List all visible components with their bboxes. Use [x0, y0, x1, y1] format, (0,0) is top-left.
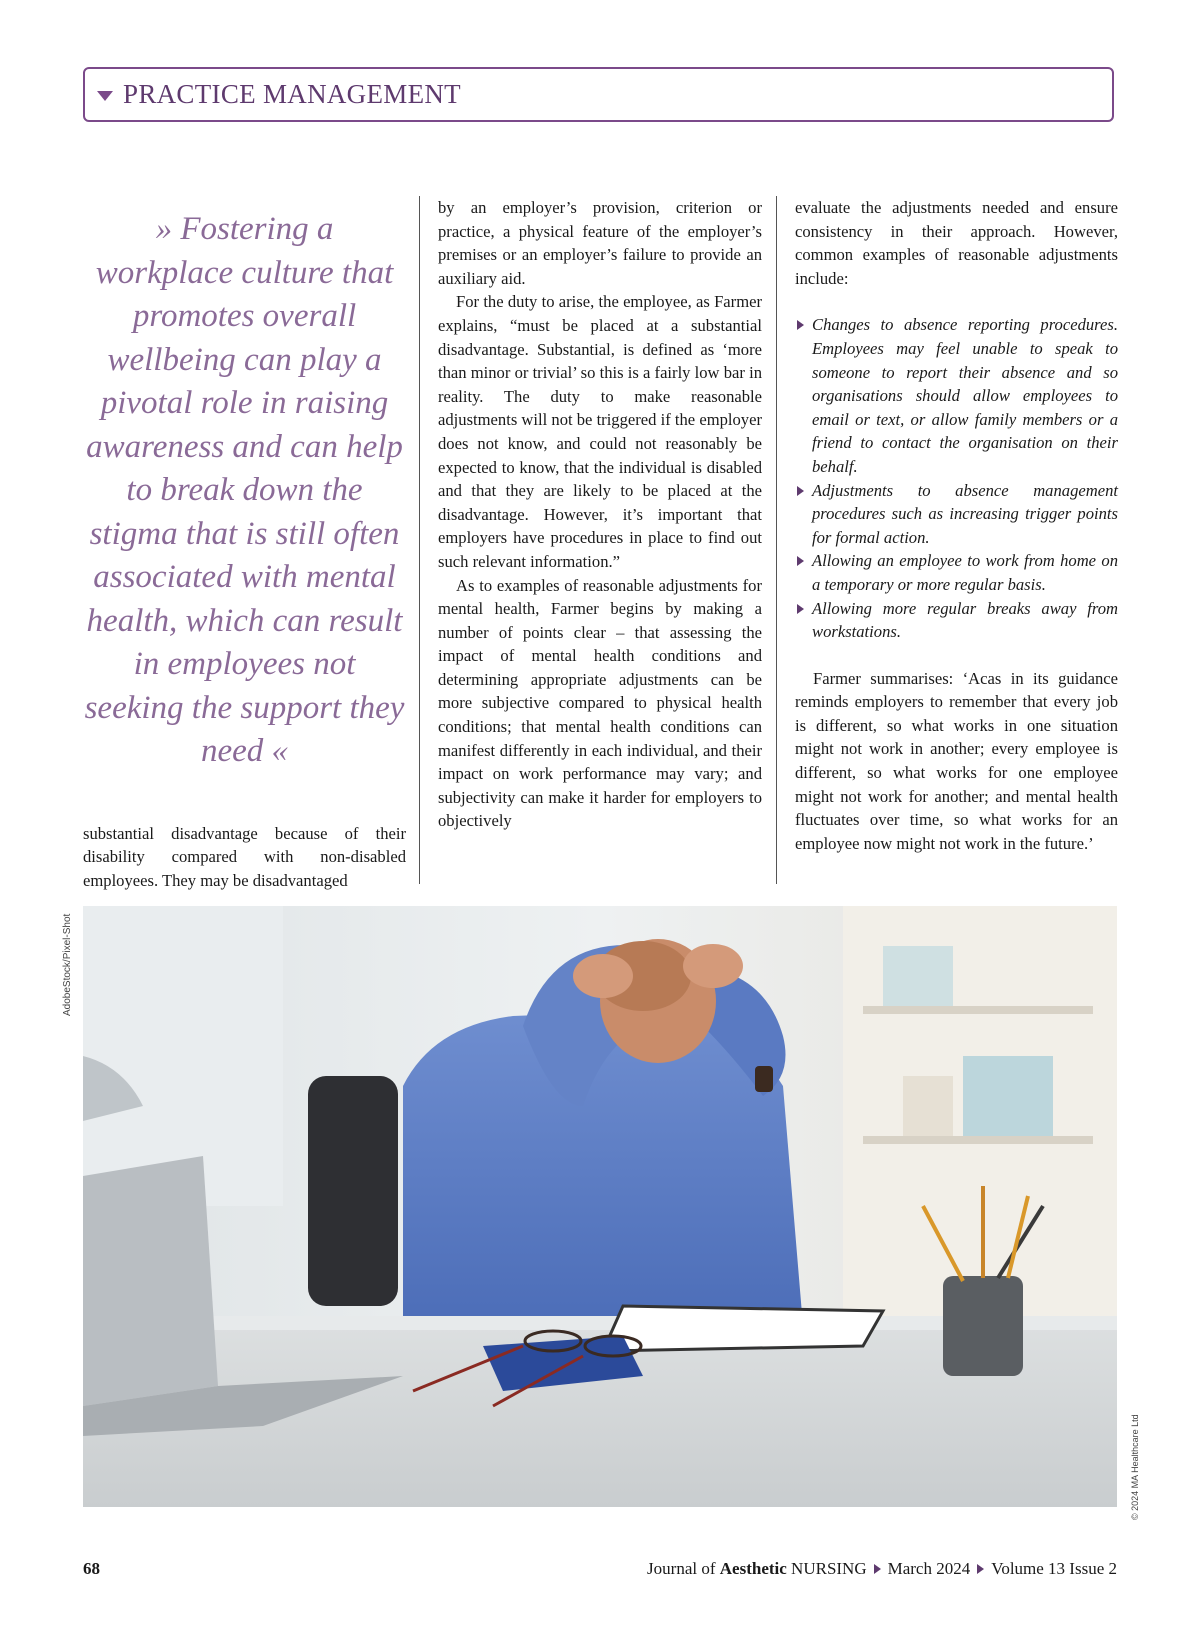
column-2: [438, 196, 762, 833]
article-photo: [83, 906, 1117, 1507]
arrow-right-icon: [797, 320, 804, 330]
page-number: 68: [83, 1559, 100, 1578]
journal-name-bold: Aesthetic: [719, 1559, 787, 1578]
arrow-right-icon: [874, 1564, 881, 1574]
volume-issue: Volume 13 Issue 2: [991, 1559, 1117, 1578]
paragraph: Farmer summarises: ‘Acas in its guidance reminds employers to remember that every job is different, so what works in one situation might not work in another; every employee is different, so what works for one employee might not work for another; and mental health fluctuates over time, so what works for an employee now might not work in the future.’: [795, 668, 1118, 853]
bullet-item: Changes to absence reporting procedures. Employees may feel unable to speak to someone to report their absence and so organisations should allow employees to email or text, or allow family members or a friend to contact the organisation on their behalf.: [795, 313, 1118, 478]
issue-date: March 2024: [887, 1559, 971, 1578]
triangle-down-icon: [97, 91, 113, 101]
bullet-list: [795, 313, 1118, 643]
paragraph: As to examples of reasonable adjustments for mental health, Farmer begins by making a number of points clear – that assessing the impact of mental health conditions and determining appropriate adjustments can be more subjective compared to physical health conditions; that mental health conditions can manifest differently in each individual, and their impact on work performance may vary; and subjectivity can make it harder for employers to objectively: [438, 575, 762, 831]
column-3: [795, 196, 1118, 855]
journal-name-prefix: Journal of: [647, 1559, 720, 1578]
bullet-item: Adjustments to absence management procedures such as increasing trigger points for formal action.: [795, 479, 1118, 550]
bullet-item: Allowing an employee to work from home on a temporary or more regular basis.: [795, 549, 1118, 596]
journal-info: [647, 1559, 1117, 1579]
arrow-right-icon: [797, 604, 804, 614]
pull-quote: » Fostering a workplace culture that promotes overall wellbeing can play a pivotal role in raising awareness and can help to break down the stigma that is still often associated with mental health, which can result in employees not seeking the support they need «: [84, 211, 405, 769]
arrow-right-icon: [797, 556, 804, 566]
arrow-right-icon: [797, 486, 804, 496]
paragraph: by an employer’s provision, criterion or practice, a physical feature of the employer’s premises or an employer’s failure to provide an auxiliary aid.: [438, 198, 762, 288]
paragraph: evaluate the adjustments needed and ensure consistency in their approach. However, common examples of reasonable adjustments include:: [795, 198, 1118, 288]
section-title: PRACTICE MANAGEMENT: [123, 79, 461, 109]
paragraph: For the duty to arise, the employee, as Farmer explains, “must be placed at a substantial disadvantage. Substantial, is defined as ‘more than minor or trivial’ so this is a fairly low bar in reality. The duty to make reasonable adjustments will not be triggered if the employer does not know, and could not reasonably be expected to know, that the individual is disabled and that they are likely to be placed at the disadvantage. However, it’s important that employers have procedures in place to find out such relevant information.”: [438, 292, 762, 571]
page-footer: [83, 1559, 1117, 1583]
arrow-right-icon: [977, 1564, 984, 1574]
bullet-item: Allowing more regular breaks away from workstations.: [795, 597, 1118, 644]
journal-name-suffix: NURSING: [786, 1559, 867, 1578]
copyright-notice: © 2024 MA Healthcare Ltd: [1130, 1414, 1140, 1520]
column-1: [83, 196, 406, 892]
column-divider: [776, 196, 777, 884]
column-divider: [419, 196, 420, 884]
photo-credit: AdobeStock/Pixel-Shot: [62, 913, 73, 1016]
section-header: [83, 67, 1114, 122]
column-1-body: substantial disadvantage because of their disability compared with non-disabled employees. They may be disadvantaged: [83, 823, 406, 890]
